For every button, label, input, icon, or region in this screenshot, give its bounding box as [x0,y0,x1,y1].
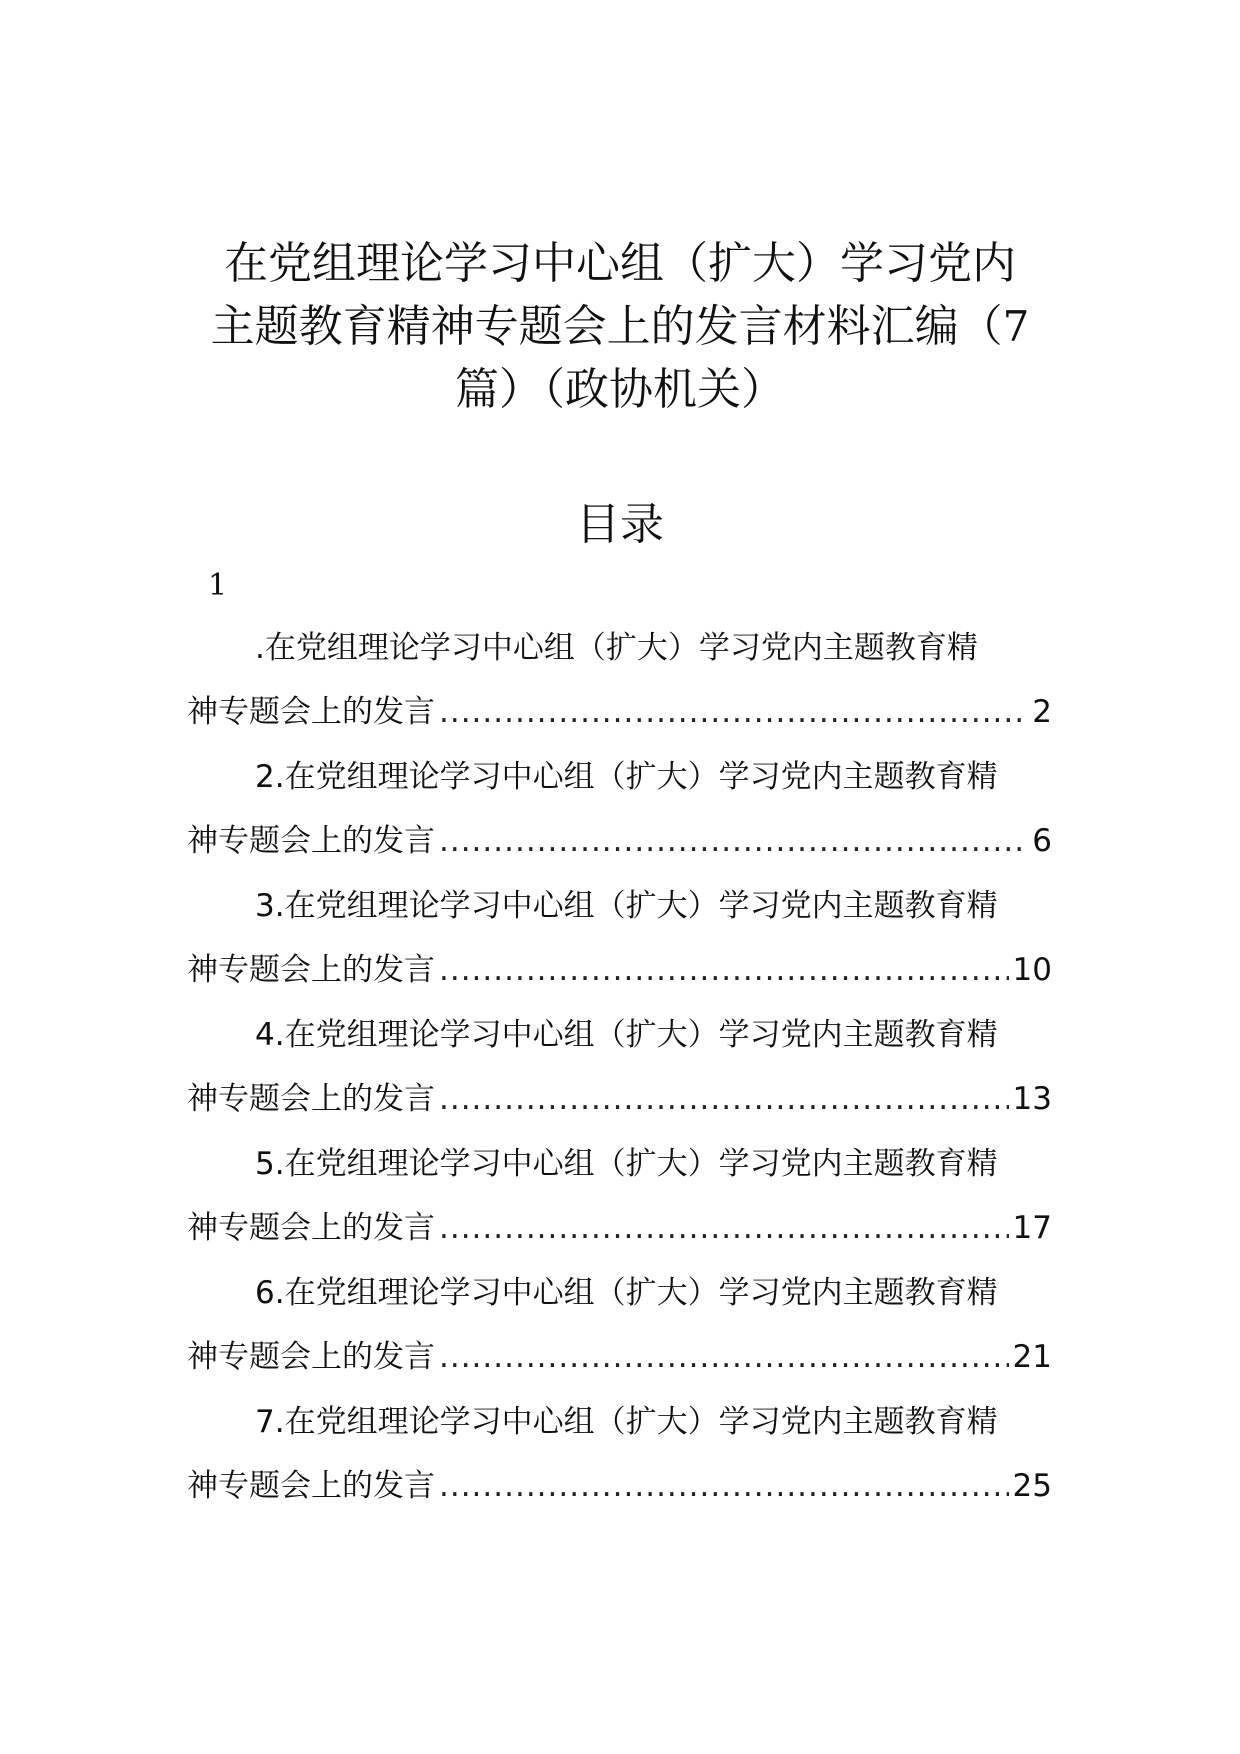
toc-leader-dots [439,945,1009,995]
toc-entry-title-cont: 神专题会上的发言 [187,952,435,988]
document-title [180,232,1060,421]
toc-entry[interactable] [187,1139,1052,1268]
toc-entry[interactable] [187,881,1052,1010]
toc-entry-title: 2.在党组理论学习中心组（扩大）学习党内主题教育精 [255,759,998,795]
toc-entry-title: 6.在党组理论学习中心组（扩大）学习党内主题教育精 [255,1275,998,1311]
toc-entry-title-cont: 神专题会上的发言 [187,1468,435,1504]
toc-entry[interactable] [187,1268,1052,1397]
table-of-contents [187,623,1052,1526]
toc-entry-line2 [187,1332,1052,1382]
toc-entry[interactable] [187,752,1052,881]
toc-entry-title-cont: 神专题会上的发言 [187,694,435,730]
toc-entry-line2 [187,816,1052,866]
title-line-3: 篇）（政协机关） [455,364,785,415]
toc-entry-line2 [187,687,1052,737]
title-line-2-text: 主题教育精神专题会上的发言材料汇编（ [210,301,1003,352]
toc-leader-dots [439,1332,1009,1382]
toc-leader-dots [439,1461,1009,1511]
toc-entry-line2 [187,1074,1052,1124]
toc-leader-dots [439,1074,1009,1124]
toc-page-number: 10 [1012,952,1052,988]
toc-entry-line2 [187,945,1052,995]
toc-entry-title: 5.在党组理论学习中心组（扩大）学习党内主题教育精 [255,1146,998,1182]
toc-page-number: 21 [1012,1339,1052,1375]
toc-entry-title-cont: 神专题会上的发言 [187,823,435,859]
toc-page-number: 17 [1012,1210,1052,1246]
toc-leader-dots [439,816,1028,866]
toc-page-number: 6 [1032,823,1052,859]
toc-entry-line2 [187,1461,1052,1511]
toc-entry-title-cont: 神专题会上的发言 [187,1081,435,1117]
toc-entry-title: 3.在党组理论学习中心组（扩大）学习党内主题教育精 [255,888,998,924]
toc-heading: 目录 [576,499,664,550]
toc-entry[interactable] [187,1397,1052,1526]
toc-leader-dots [439,687,1028,737]
toc-entry[interactable] [187,1010,1052,1139]
toc-entry[interactable] [187,623,1052,752]
toc-entry-title-cont: 神专题会上的发言 [187,1210,435,1246]
title-line-2 [180,295,1060,358]
toc-page-number: 2 [1032,694,1052,730]
toc-leader-dots [439,1203,1009,1253]
toc-page-number: 25 [1012,1468,1052,1504]
toc-entry-title: 4.在党组理论学习中心组（扩大）学习党内主题教育精 [255,1017,998,1053]
toc-page-number: 13 [1012,1081,1052,1117]
toc-entry-title-cont: 神专题会上的发言 [187,1339,435,1375]
toc-entry-title: .在党组理论学习中心组（扩大）学习党内主题教育精 [255,630,978,666]
toc-entry-line2 [187,1203,1052,1253]
title-line-1: 在党组理论学习中心组（扩大）学习党内 [224,238,1016,289]
stray-number: 1 [208,568,228,603]
title-number: 7 [1002,302,1030,351]
toc-entry-title: 7.在党组理论学习中心组（扩大）学习党内主题教育精 [255,1404,998,1440]
